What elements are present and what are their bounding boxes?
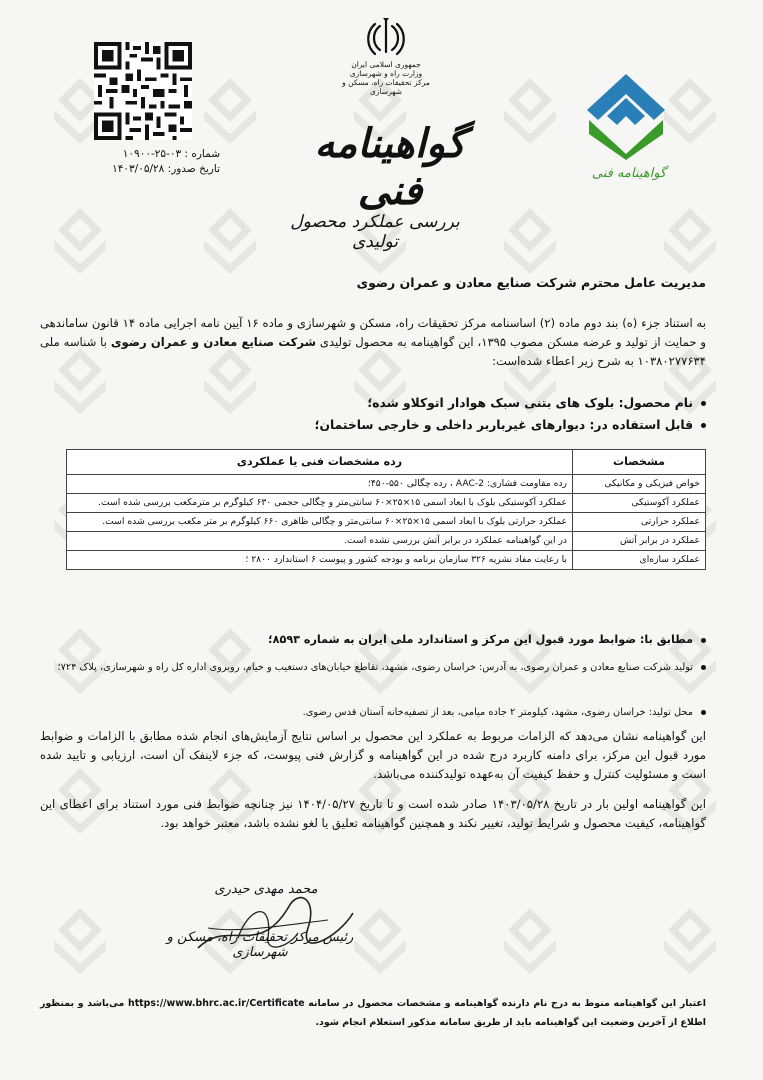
application-scope: قابل استفاده در: دیوارهای غیرباربر داخلی و خارجی ساختمان؛ bbox=[314, 418, 693, 432]
date-label: تاریخ صدور: bbox=[167, 163, 220, 175]
spec-table bbox=[66, 449, 706, 570]
ministry-line-2: وزارت راه و شهرسازی bbox=[349, 69, 423, 78]
producer-bullet bbox=[40, 659, 706, 676]
certificate-number-block bbox=[80, 147, 220, 177]
spec-table-header bbox=[67, 450, 706, 475]
ministry-line-3: مرکز تحقیقات راه، مسکن و شهرسازی bbox=[342, 78, 430, 96]
intro-company: شرکت صنایع معادن و عمران رضوی bbox=[110, 335, 316, 349]
spec-row-label: عملکرد سازه‌ای bbox=[573, 551, 706, 570]
spec-row-label: عملکرد در برابر آتش bbox=[573, 532, 706, 551]
standard-bullet bbox=[40, 631, 706, 648]
table-row bbox=[67, 551, 706, 570]
addressee: مدیریت عامل محترم شرکت صنایع معادن و عمران رضوی bbox=[356, 275, 706, 290]
body-paragraph-2: این گواهینامه اولین بار در تاریخ ۱۴۰۳/۰۵/۲۸ صادر شده است و تا تاریخ ۱۴۰۴/۰۵/۲۷ نیز چنانچه ضوابط فنی مورد استناد برای اعطای این گواهینامه، کیفیت محصول و شرایط تولید، تغییر نکند و همچنین گواهینامه تعلیق یا لغو نشده باشد، معتبر خواهد بود. bbox=[40, 797, 706, 830]
intro-paragraph bbox=[40, 314, 706, 371]
standard-text: مطابق با: ضوابط مورد قبول این مرکز و استاندارد ملی ایران به شماره ۸۵۹۳؛ bbox=[268, 633, 693, 646]
signatory-title: رئیس مرکز تحقیقات راه، مسکن و شهرسازی bbox=[166, 930, 354, 960]
spec-header-col1: مشخصات bbox=[573, 450, 706, 475]
ministry-header bbox=[326, 60, 446, 96]
intro-part-2: با شناسه ملی ۱۰۳۸۰۲۷۷۶۳۴ به شرح زیر اعطاء شده‌است: bbox=[40, 335, 706, 368]
location-text: محل تولید: خراسان رضوی، مشهد، کیلومتر ۲ جاده میامی، بعد از تصفیه‌خانه آستان قدس رضوی. bbox=[302, 707, 693, 718]
document-title: گواهینامه فنی bbox=[314, 120, 466, 214]
qr-code[interactable] bbox=[94, 42, 192, 140]
date-value: ۱۴۰۳/۰۵/۲۸ bbox=[112, 163, 165, 175]
spec-row-value: در این گواهینامه عملکرد در برابر آتش بررسی نشده است. bbox=[67, 532, 573, 551]
table-row bbox=[67, 494, 706, 513]
logo-caption: گواهینامه فنی bbox=[591, 166, 667, 181]
spec-row-value: رده مقاومت فشاری: AAC-2 ، رده چگالی ۵۵۰-۴۵۰؛ bbox=[67, 475, 573, 494]
table-row bbox=[67, 475, 706, 494]
table-row bbox=[67, 513, 706, 532]
footer-part-2: می‌باشد و بمنظور اطلاع از آخرین وضعیت این گواهینامه باید از طریق سامانه مذکور استعلام انجام شود. bbox=[40, 998, 706, 1028]
spec-row-label: عملکرد حرارتی bbox=[573, 513, 706, 532]
document-subtitle: بررسی عملکرد محصول تولیدی bbox=[290, 212, 460, 252]
footer-note bbox=[40, 994, 706, 1032]
spec-row-label: عملکرد آکوستیکی bbox=[573, 494, 706, 513]
application-bullet bbox=[40, 416, 706, 435]
product-name-bullet bbox=[40, 394, 706, 413]
footer-part-1: اعتبار این گواهینامه منوط به درج نام دارنده گواهینامه و مشخصات محصول در سامانه bbox=[308, 998, 707, 1009]
producer-text: تولید شرکت صنایع معادن و عمران رضوی، به آدرس: خراسان رضوی، مشهد، تقاطع خیابان‌های دستغیب و خیام، روبروی اداره کل راه و شهرسازی، پلاک ۷۲۴؛ bbox=[57, 662, 693, 673]
body-paragraph-1: این گواهینامه نشان می‌دهد که الزامات مربوط به عملکرد این محصول بر اساس نتایج آزمایش‌های انجام شده مطابق با الزامات و ضوابط مورد قبول این مرکز، برای دامنه کاربرد درج شده در این گواهینامه و گزارش فنی پیوست، که جزء لاینفک آن است، ارزیابی و تایید شده است و مسئولیت کنترل و حفظ کیفیت آن به‌عهده تولیدکننده می‌باشد. bbox=[40, 729, 706, 781]
table-row bbox=[67, 532, 706, 551]
product-name: نام محصول: بلوک های بتنی سبک هوادار اتوکلاو شده؛ bbox=[367, 396, 693, 410]
number-value: ۰۳-۲۵-۱۰۹۰۰ bbox=[122, 148, 182, 160]
spec-header-col2: رده مشخصات فنی یا عملکردی bbox=[67, 450, 573, 475]
certificate-url-link[interactable]: https://www.bhrc.ac.ir/Certificate bbox=[128, 998, 305, 1009]
intro-part-1: به استناد جزء (ه) بند دوم ماده (۲) اساسنامه مرکز تحقیقات راه، مسکن و شهرسازی و ماده ۱۶ آیین نامه اجرایی ماده ۱۴ قانون ساماندهی و حمایت از تولید و عرضه مسکن مصوب ۱۳۹۵، این گواهینامه به محصول تولیدی bbox=[40, 316, 707, 349]
signatory-name: محمد مهدی حیدری bbox=[214, 882, 318, 897]
spec-row-label: خواص فیزیکی و مکانیکی bbox=[573, 475, 706, 494]
spec-row-value: عملکرد آکوستیکی بلوک با ابعاد اسمی ۱۵×۲۵×۶۰ سانتی‌متر و چگالی حجمی ۶۳۰ کیلوگرم بر مترمکعب بررسی شده است. bbox=[67, 494, 573, 513]
spec-row-value: عملکرد حرارتی بلوک با ابعاد اسمی ۱۵×۲۵×۶۰ سانتی‌متر و چگالی ظاهری ۶۶۰ کیلوگرم بر متر مکعب بررسی شده است. bbox=[67, 513, 573, 532]
iran-emblem-icon bbox=[366, 16, 406, 60]
spec-row-value: با رعایت مفاد نشریه ۳۲۶ سازمان برنامه و بودجه کشور و پیوست ۶ استاندارد ۲۸۰۰ ؛ bbox=[67, 551, 573, 570]
ministry-line-1: جمهوری اسلامی ایران bbox=[351, 60, 421, 69]
technical-certificate-logo-icon bbox=[583, 70, 669, 162]
location-bullet bbox=[40, 704, 706, 721]
number-label: شماره : bbox=[184, 148, 220, 160]
